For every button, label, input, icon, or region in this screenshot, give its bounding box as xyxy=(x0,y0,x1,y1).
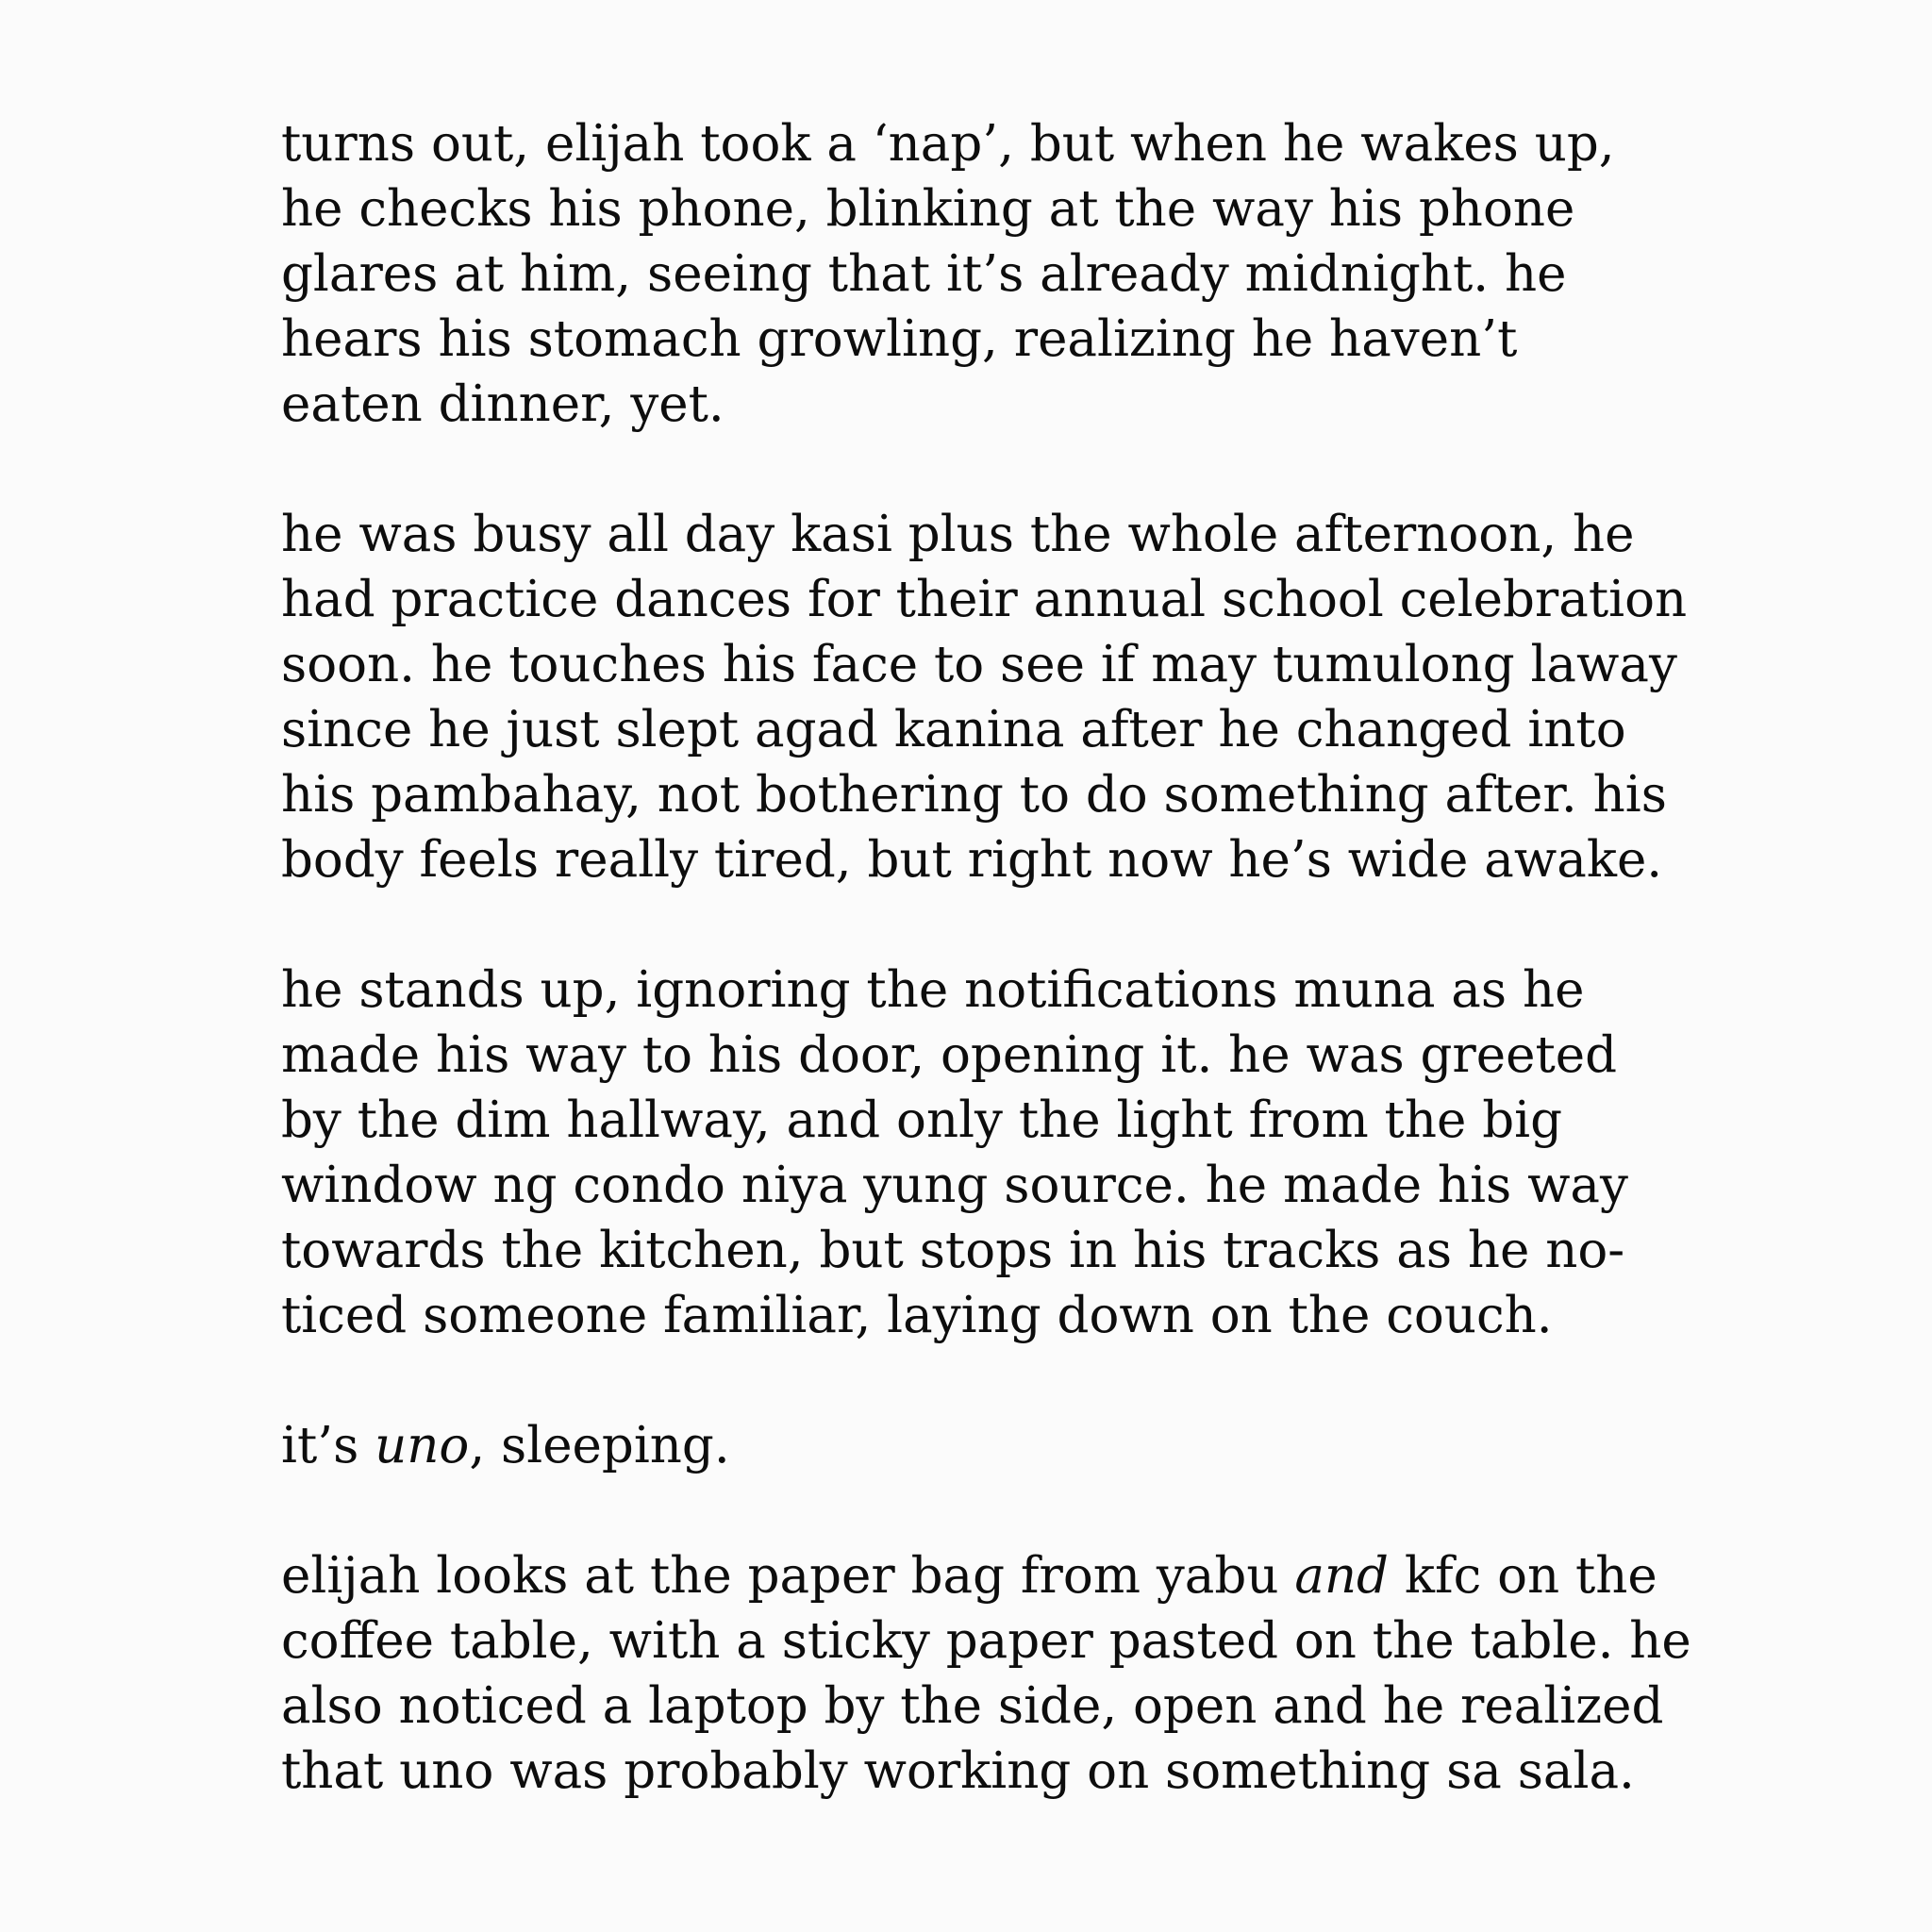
text-line: ticed someone familiar, laying down on the couch. xyxy=(281,1287,1553,1344)
emphasis-text: and xyxy=(1294,1547,1389,1605)
text-segment: elijah looks at the paper bag from yabu xyxy=(281,1547,1295,1605)
paragraph-4 xyxy=(281,1413,1677,1478)
text-line: had practice dances for their annual school celebration xyxy=(281,571,1688,628)
text-line: soon. he touches his face to see if may tumulong laway xyxy=(281,636,1677,693)
text-segment: , sleeping. xyxy=(469,1417,730,1474)
text-line: window ng condo niya yung source. he made his way xyxy=(281,1157,1628,1214)
text-line: made his way to his door, opening it. he was greeted xyxy=(281,1026,1618,1084)
text-line: by the dim hallway, and only the light from the big xyxy=(281,1091,1562,1149)
text-line: turns out, elijah took a ‘nap’, but when he wakes up, xyxy=(281,115,1615,173)
text-line: since he just slept agad kanina after he changed into xyxy=(281,701,1626,758)
text-segment: kfc on the xyxy=(1388,1547,1657,1605)
paragraph-1 xyxy=(281,111,1677,437)
text-line: that uno was probably working on something sa sala. xyxy=(281,1742,1635,1800)
text-line: hears his stomach growling, realizing he haven’t xyxy=(281,310,1518,368)
text-line: he was busy all day kasi plus the whole afternoon, he xyxy=(281,506,1635,563)
paragraph-5 xyxy=(281,1543,1691,1804)
paragraph-3 xyxy=(281,958,1677,1348)
text-line xyxy=(281,1413,1677,1478)
text-line xyxy=(281,1543,1677,1608)
text-line: glares at him, seeing that it’s already midnight. he xyxy=(281,245,1567,303)
emphasis-text: uno xyxy=(375,1417,470,1474)
text-line: also noticed a laptop by the side, open and he realized xyxy=(281,1677,1664,1735)
story-text xyxy=(281,111,1691,1804)
text-line: towards the kitchen, but stops in his tracks as he no- xyxy=(281,1222,1625,1279)
text-line: body feels really tired, but right now he’s wide awake. xyxy=(281,831,1663,889)
text-line: coffee table, with a sticky paper pasted on the table. he xyxy=(281,1612,1691,1670)
text-line: eaten dinner, yet. xyxy=(281,375,724,433)
text-line: his pambahay, not bothering to do something after. his xyxy=(281,766,1667,824)
paragraph-2 xyxy=(281,502,1688,892)
text-line: he stands up, ignoring the notifications muna as he xyxy=(281,961,1585,1019)
text-segment: it’s xyxy=(281,1417,375,1474)
text-line: he checks his phone, blinking at the way his phone xyxy=(281,180,1575,238)
